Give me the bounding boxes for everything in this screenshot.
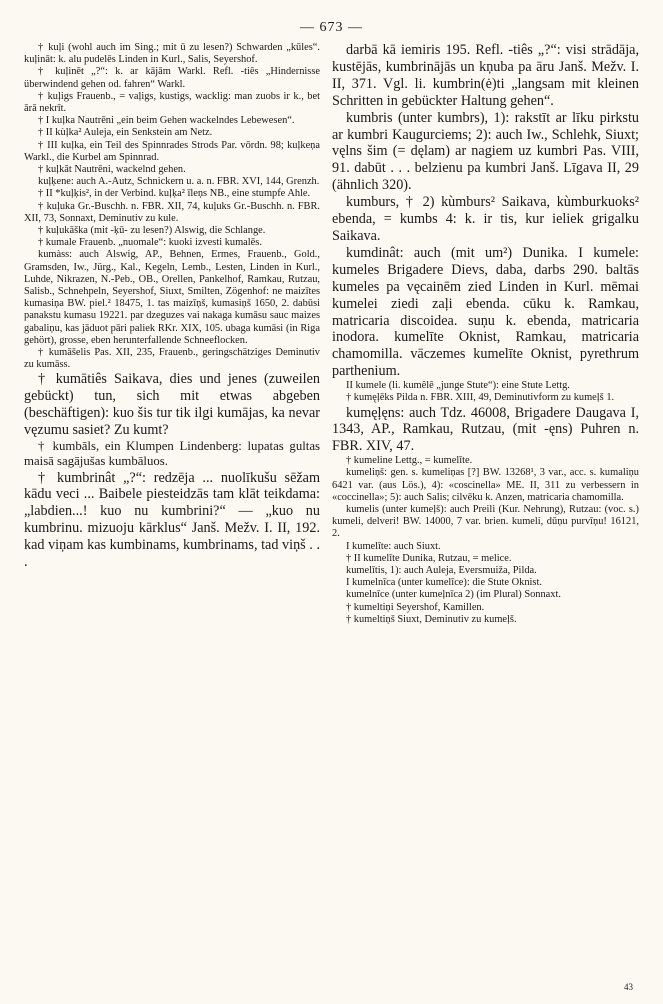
dictionary-entry: kumdinât: auch (mit um²) Dunika. I kumele: kumeles Brigadere Dievs, daba, darbs 290. baltās kumeles pa vęcainēm zied Linden in Kurl. mēmai kumelei ziedi zaļi ebenda. cūku k. Ramkau, matricaria discoidea. suņu k. ebenda, matricaria inodora. kumelīte Oknist, Ramkau, matricaria chamomilla. vāczemes kumelīte Oknist, pyrethrum parthenium. bbox=[332, 244, 639, 380]
dictionary-entry: † kumbrinât „?“: redzēja ... nuolīkušu sēžam kādu veci ... Baibele piesteidzās tam klāt teikdama: „labdien...! kuo nu kumbrini?“ — „kuo nu kumbrinu. mizuoju kārklus“ Janš. Mežv. I. II, 192. kad viņam kas kumbinams, kumbrinams, tad viņš . . . bbox=[24, 469, 320, 571]
dictionary-entry: † kuļi (wohl auch im Sing.; mit ū zu lesen?) Schwarden „kūles“. kuļināt: k. alu pudelēs Linden in Kurl., Salis, Seyershof. bbox=[24, 42, 320, 66]
dictionary-entry: † kuļinēt „?“: k. ar kājām Warkl. Refl. -tiês „Hindernisse überwindend gehen od. fahren“ Warkl. bbox=[24, 66, 320, 90]
dictionary-entry: † kumęļēks Pilda n. FBR. XIII, 49, Deminutivform zu kumeļš 1. bbox=[346, 392, 615, 404]
dictionary-entry: I kumelnīca (unter kumelīce): die Stute Oknist. bbox=[346, 577, 542, 589]
dictionary-entry: † III kuļka, ein Teil des Spinnrades Strods Par. vōrdn. 98; kuļkeņa Warkl., die Kurbel am Spinnrad. bbox=[24, 139, 320, 163]
signature-mark: 43 bbox=[624, 982, 633, 992]
dictionary-entry: kumàss: auch Alswig, AP., Behnen, Ermes, Frauenb., Gold., Gramsden, Iw., Jürg., Kal., Kegeln, Lemb., Lesten, Linden in Kurl., Luhde, Nikrazen, N.-Peb., OB., Orellen, Pankelhof, Ramkau, Rutzau, Salisb., Schnehpeln, Seyershof, Siuxt, Smilten, Zögenhof: ne maizītes kumasiņa BW. piel.² 18475, 1. tas maizīņš, kumasiņš 1650, 2. dabūsi panakstu kumasu 19221. par dzeguzes vai nakaga kumāsu sauc maizes gabaliņu, kas jāduot pāri paliek RKr. XIX, 105. ubaga kumāsi (in Riga gehört), grosse, eben herunterfallende Schneeflocken. bbox=[24, 249, 320, 346]
dictionary-entry: II kumele (li. kumêlê „junge Stute“): eine Stute Lettg. bbox=[346, 380, 570, 392]
left-column bbox=[24, 42, 320, 571]
page-number: — 673 — bbox=[300, 20, 363, 35]
dictionary-entry: † kumeltiņi Seyershof, Kamillen. bbox=[346, 601, 485, 613]
dictionary-entry: † II kùļka² Auleja, ein Senkstein am Netz. bbox=[38, 127, 213, 139]
dictionary-entry: † kuļkât Nautrēni, wackelnd gehen. bbox=[38, 164, 186, 176]
dictionary-entry: kumbris (unter kumbrs), 1): rakstīt ar līku pirkstu ar kumbri Kaugurciems; 2): auch Iw., Schlehk, Siuxt; vęlns šim (= dęlam) ar nagiem uz kumbri Pas. VIII, 91. dabūt . . . belzienu pa kumbri Janš. Līgava II, 29 (ähnlich 320). bbox=[332, 109, 639, 194]
dictionary-entry: † kumeltiņš Siuxt, Deminutiv zu kumeļš. bbox=[346, 613, 517, 625]
dictionary-entry: kumburs, † 2) kùmburs² Saikava, kùmburkuoks² ebenda, = kumbs 4: k. ir tis, kur ieliek grigalku Saikava. bbox=[332, 194, 639, 244]
dictionary-entry: † II *kuļķis², in der Verbind. kuļķa² īleņs NB., eine stumpfe Ahle. bbox=[38, 188, 311, 200]
dictionary-entry: kumeliņš: gen. s. kumeliņas [?] BW. 13268¹, 3 var., acc. s. kumaliņu 6421 var. (aus Lös.), 4): «coscinella» ME. II, 311 zu verbessern in «coccinella»; 5): auch Salis; cilvēku k. Anzen, matricaria chamomilla. bbox=[332, 467, 639, 503]
right-column bbox=[332, 42, 639, 626]
dictionary-entry: kumelītis, 1): auch Auleja, Eversmuiža, Pilda. bbox=[346, 565, 537, 577]
dictionary-entry: † kumātiês Saikava, dies und jenes (zuweilen gebückt) tun, sich mit etwas abgeben (beschäftigen): kuo šis tur tik ilgi kumājas, ka nevar vęzumu sasiet? Zu kumt? bbox=[24, 371, 320, 439]
dictionary-entry: kumęļęns: auch Tdz. 46008, Brigadere Daugava I, 1343, AP., Ramkau, Rutzau, (mit -ęns) Puhren n. FBR. XIV, 47. bbox=[332, 404, 639, 455]
dictionary-entry: † kumeline Lettg., = kumelīte. bbox=[346, 455, 473, 467]
dictionary-entry: † kumbāls, ein Klumpen Lindenberg: lupatas gultas maisā sagājušas kumbāluos. bbox=[24, 439, 320, 469]
dictionary-entry: † kuļuka Gr.-Buschh. n. FBR. XII, 74, kuļuks Gr.-Buschh. n. FBR. XII, 73, Sonnaxt, Deminutiv zu kule. bbox=[24, 200, 320, 224]
dictionary-entry: † I kuļka Nautrēni „ein beim Gehen wackelndes Lebewesen“. bbox=[38, 115, 295, 127]
dictionary-entry: I kumelīte: auch Siuxt. bbox=[346, 540, 441, 552]
dictionary-entry: † kumāšelis Pas. XII, 235, Frauenb., geringschätziges Deminutiv zu kumāss. bbox=[24, 347, 320, 371]
dictionary-entry: † kuļigs Frauenb., = vaļigs, kustigs, wacklig: man zuobs ir k., bet ārā nekrīt. bbox=[24, 90, 320, 115]
dictionary-entry: darbā kā iemiris 195. Refl. -tiês „?“: visi strādāja, kustējās, kumbrinājās un kņuba pa āru Janš. Mežv. I. II, 371. Vgl. li. kumbrin(ė)ti „langsam mit kleinen Schritten in gebückter Haltung gehen“. bbox=[332, 42, 639, 109]
dictionary-entry: kuļķene: auch A.-Autz, Schnickern u. a. n. FBR. XVI, 144, Grenzh. bbox=[38, 176, 320, 188]
dictionary-entry: kumelnīce (unter kumeļnīca 2) (im Plural) Sonnaxt. bbox=[346, 589, 561, 601]
dictionary-entry: † II kumelīte Dunika, Rutzau, = melice. bbox=[346, 552, 512, 564]
dictionary-entry: kumelis (unter kumeļš): auch Preili (Kur. Nehrung), Rutzau: (voc. s.) kumeli, delveri! BW. 14000, 7 var. brien. kumeli, dūņu purvīņu! 16121, 2. bbox=[332, 504, 639, 540]
dictionary-entry: † kuļukāška (mit -ķū- zu lesen?) Alswig, die Schlange. bbox=[38, 225, 266, 237]
dictionary-entry: † kumale Frauenb. „nuomale“: kuoki izvesti kumalēs. bbox=[38, 237, 262, 249]
